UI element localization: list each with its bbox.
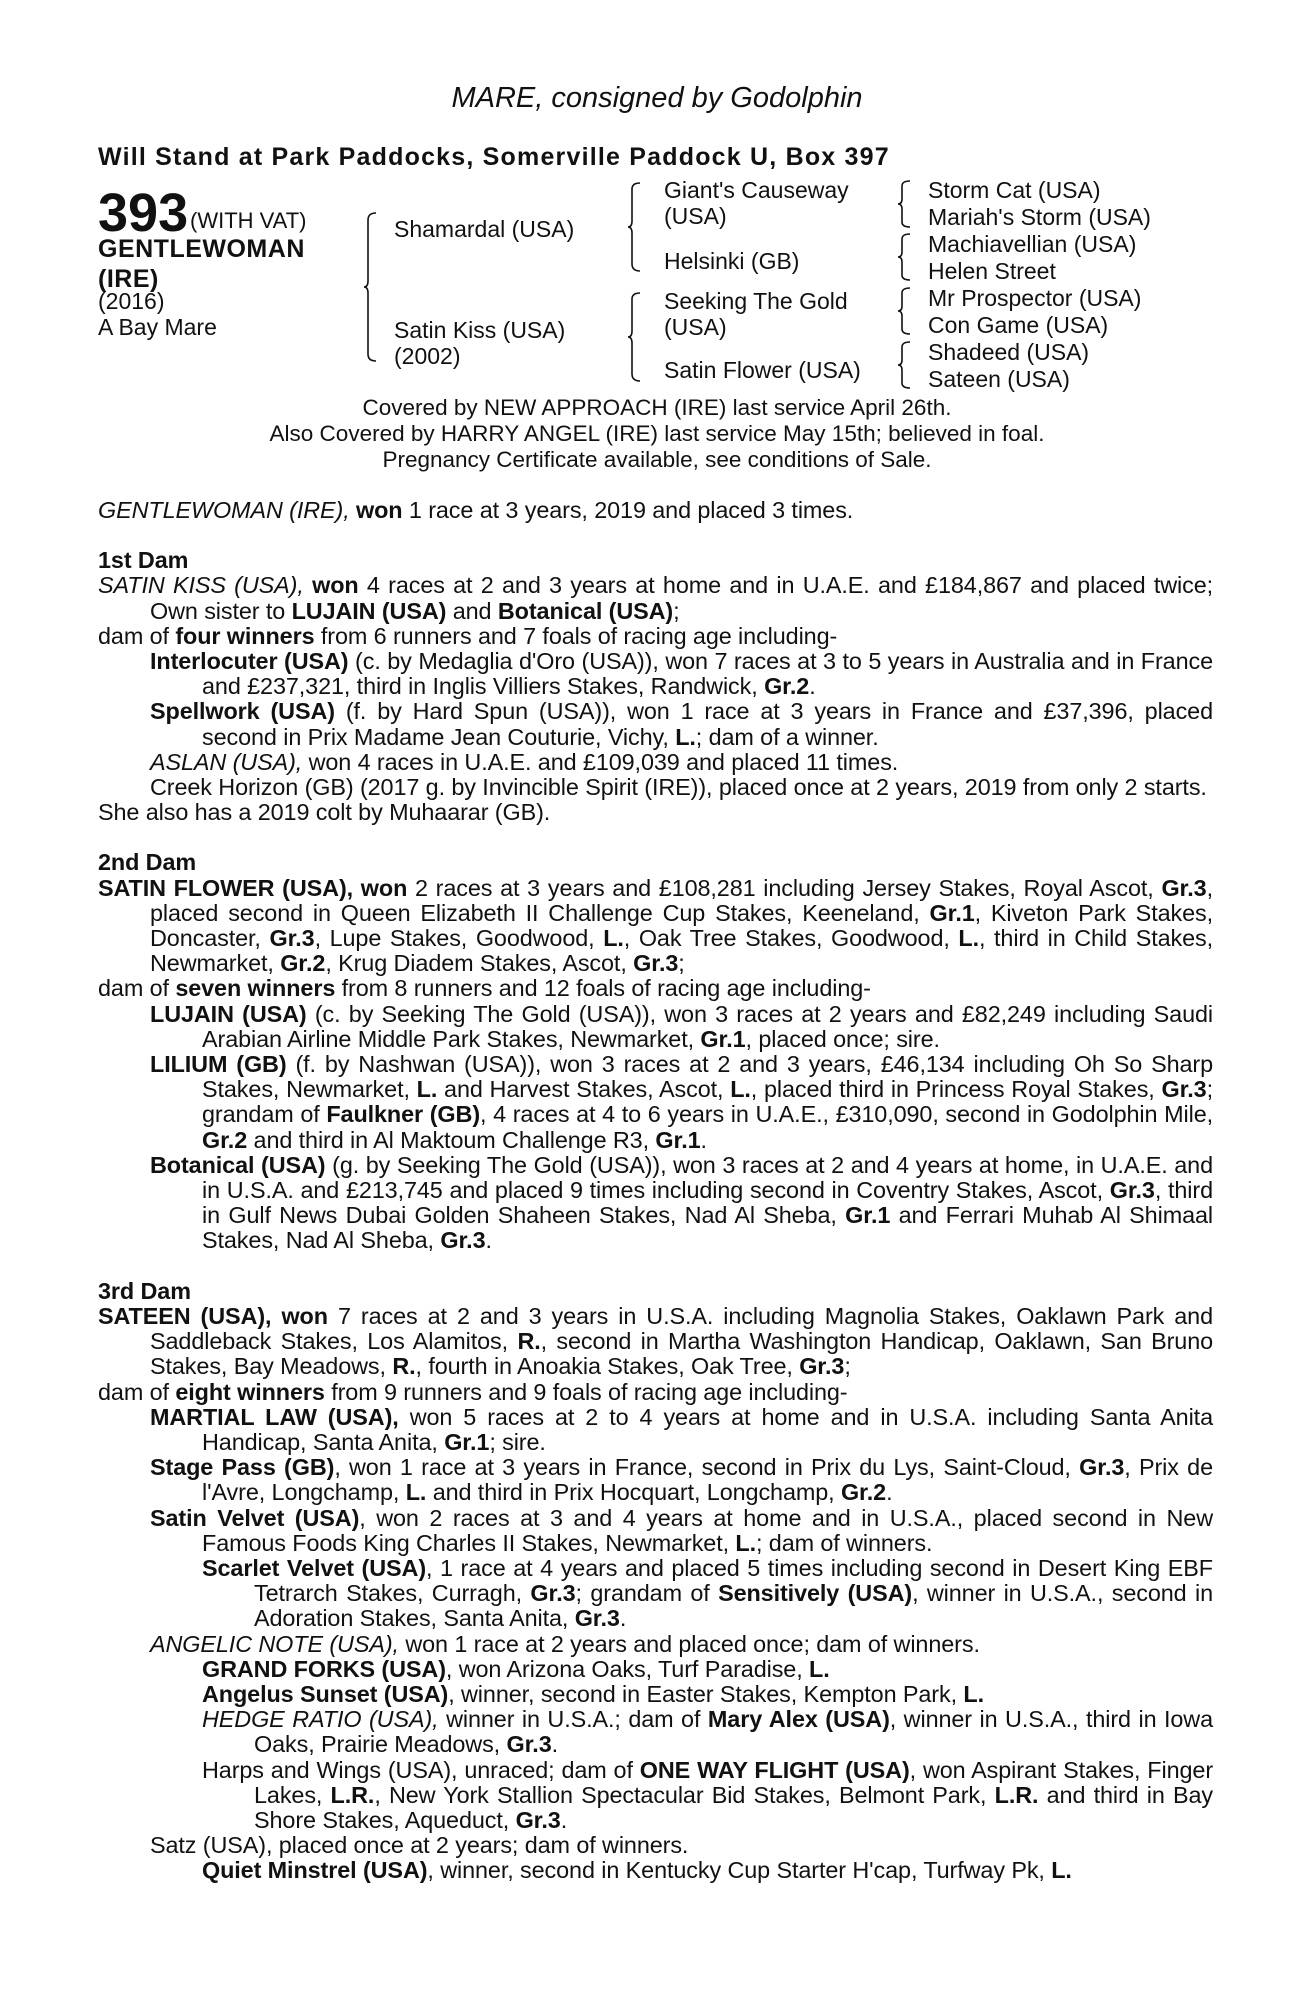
pedigree-bracket-ss (898, 180, 912, 228)
list-item: ASLAN (USA), won 4 races in U.A.E. and £109,039 and placed 11 times. (150, 748, 899, 775)
pedigree-g3-8: Sateen (USA) (928, 366, 1070, 392)
pedigree-bracket-dd (898, 341, 912, 389)
list-item: Angelus Sunset (USA), winner, second in Easter Stakes, Kempton Park, L. (202, 1680, 984, 1707)
pedigree-bracket-dam (628, 292, 642, 382)
vat-label: (WITH VAT) (190, 208, 307, 233)
list-item: Quiet Minstrel (USA), winner, second in Kentucky Cup Starter H'cap, Turfway Pk, L. (202, 1857, 1072, 1884)
list-item: HEDGE RATIO (USA), winner in U.S.A.; dam of Mary Alex (USA), winner in U.S.A., third in Iowa Oaks, Prairie Meadows, Gr.3. (202, 1706, 1214, 1758)
list-item: Harps and Wings (USA), unraced; dam of ONE WAY FLIGHT (USA), won Aspirant Stakes, Finger Lakes, L.R., New York Stallion Spectacular Bid Stakes, Belmont Park, L.R. and third in Bay Shore Stakes, Aqueduct, Gr.3. (202, 1756, 1214, 1833)
pedigree-bracket-sire (628, 182, 642, 272)
list-item: MARTIAL LAW (USA), won 5 races at 2 to 4 years at home and in U.S.A. including Santa Anita Handicap, Santa Anita, Gr.1; sire. (150, 1403, 1213, 1455)
pedigree-bracket-ds (898, 287, 912, 335)
first-dam-produce: dam of four winners from 6 runners and 7 foals of racing age including- (98, 622, 838, 649)
covered-line-1: Covered by NEW APPROACH (IRE) last service April 26th. (362, 395, 952, 420)
summary-line: GENTLEWOMAN (IRE), won 1 race at 3 years, 2019 and placed 3 times. (98, 497, 854, 523)
list-item: She also has a 2019 colt by Muhaarar (GB). (98, 799, 551, 826)
page-title: MARE, consigned by Godolphin (451, 82, 863, 114)
list-item: GRAND FORKS (USA), won Arizona Oaks, Turf Paradise, L. (202, 1655, 830, 1682)
third-dam-produce: dam of eight winners from 9 runners and 9 foals of racing age including- (98, 1378, 848, 1405)
list-item: Stage Pass (GB), won 1 race at 3 years in France, second in Prix du Lys, Saint-Cloud, Gr.3, Prix de l'Avre, Longchamp, L. and third in Prix Hocquart, Longchamp, Gr.2. (150, 1454, 1213, 1506)
horse-name-line2: (IRE) (98, 265, 159, 293)
second-dam-record: SATIN FLOWER (USA), won 2 races at 3 years and £108,281 including Jersey Stakes, Royal Ascot, Gr.3, placed second in Queen Elizabeth II Challenge Cup Stakes, Keeneland, Gr.1, Kiveton Park Stakes, Doncaster, Gr.3, Lupe Stakes, Goodwood, L., Oak Tree Stakes, Goodwood, L., third in Child Stakes, Newmarket, Gr.2, Krug Diadem Stakes, Ascot, Gr.3; (98, 874, 1214, 977)
pedigree-g3-1: Storm Cat (USA) (928, 177, 1101, 203)
third-dam-heading: 3rd Dam (98, 1277, 191, 1304)
second-dam-produce: dam of seven winners from 8 runners and 12 foals of racing age including- (98, 975, 871, 1002)
list-item: LUJAIN (USA) (c. by Seeking The Gold (USA)), won 3 races at 2 years and £82,249 including Saudi Arabian Airline Middle Park Stakes, Newmarket, Gr.1, placed once; sire. (150, 1000, 1214, 1052)
pedigree-dam-name: Satin Kiss (USA) (394, 317, 566, 343)
pedigree-g3-6: Con Game (USA) (928, 312, 1109, 338)
first-dam-record: SATIN KISS (USA), won 4 races at 2 and 3 years at home and in U.A.E. and £184,867 and placed twice; Own sister to LUJAIN (USA) and Botanical (USA); (98, 572, 1214, 624)
pedigree-dam-dam: Satin Flower (USA) (664, 357, 861, 383)
list-item: LILIUM (GB) (f. by Nashwan (USA)), won 3 races at 2 and 3 years, £46,134 including Oh So Sharp Stakes, Newmarket, L. and Harvest Stakes, Ascot, L., placed third in Princess Royal Stakes, Gr.3; grandam of Faulkner (GB), 4 races at 4 to 6 years in U.A.E., £310,090, second in Godolphin Mile, Gr.2 and third in Al Maktoum Challenge R3, Gr.1. (150, 1051, 1214, 1153)
pedigree-dam (394, 317, 565, 369)
first-dam-heading: 1st Dam (98, 547, 189, 574)
list-item: Interlocuter (USA) (c. by Medaglia d'Oro (USA)), won 7 races at 3 to 5 years in Australia and in France and £237,321, third in Inglis Villiers Stakes, Randwick, Gr.2. (150, 648, 1213, 700)
horse-name-line1: GENTLEWOMAN (98, 235, 305, 263)
third-dam-record: SATEEN (USA), won 7 races at 2 and 3 years in U.S.A. including Magnolia Stakes, Oaklawn Park and Saddleback Stakes, Los Alamitos, R., second in Martha Washington Handicap, Oaklawn, San Bruno Stakes, Bay Meadows, R., fourth in Anoakia Stakes, Oak Tree, Gr.3; (98, 1302, 1214, 1380)
covered-line-3: Pregnancy Certificate available, see conditions of Sale. (382, 447, 932, 472)
pedigree-g3-2: Mariah's Storm (USA) (928, 204, 1151, 230)
list-item: Scarlet Velvet (USA), 1 race at 4 years and placed 5 times including second in Desert King EBF Tetrarch Stakes, Curragh, Gr.3; grandam of Sensitively (USA), winner in U.S.A., second in Adoration Stakes, Santa Anita, Gr.3. (202, 1554, 1213, 1632)
pedigree-bracket-main (364, 212, 378, 362)
pedigree-sire-sire: Giant's Causeway (USA) (664, 177, 849, 229)
second-dam-heading: 2nd Dam (98, 849, 197, 876)
covered-line-2: Also Covered by HARRY ANGEL (IRE) last service May 15th; believed in foal. (269, 421, 1045, 446)
horse-name (98, 234, 305, 294)
list-item: Botanical (USA) (g. by Seeking The Gold (USA)), won 3 races at 2 and 4 years at home, in U.A.E. and in U.S.A. and £213,745 and placed 9 times including second in Coventry Stakes, Ascot, Gr.3, third in Gulf News Dubai Golden Shaheen Stakes, Nad Al Sheba, Gr.1 and Ferrari Muhab Al Shimaal Stakes, Nad Al Sheba, Gr.3. (150, 1151, 1213, 1254)
list-item: Creek Horizon (GB) (2017 g. by Invincible Spirit (IRE)), placed once at 2 years, 2019 from only 2 starts. (150, 774, 1207, 801)
list-item: Satin Velvet (USA), won 2 races at 3 and 4 years at home and in U.S.A., placed second in New Famous Foods King Charles II Stakes, Newmarket, L.; dam of winners. (150, 1504, 1213, 1556)
list-item: Satz (USA), placed once at 2 years; dam of winners. (150, 1832, 689, 1859)
pedigree-dam-sire: Seeking The Gold (USA) (664, 288, 848, 340)
pedigree-g3-5: Mr Prospector (USA) (928, 285, 1142, 311)
pedigree-g3-7: Shadeed (USA) (928, 339, 1090, 365)
race-record (98, 498, 1213, 1884)
lot-number: 393 (98, 183, 189, 243)
foaling-year: (2016) (98, 288, 165, 314)
pedigree-dam-year: (2002) (394, 343, 461, 369)
list-item: ANGELIC NOTE (USA), won 1 race at 2 years and placed once; dam of winners. (150, 1630, 980, 1657)
pedigree-g3-4: Helen Street (928, 258, 1056, 284)
stand-location: Will Stand at Park Paddocks, Somerville Paddock U, Box 397 (98, 143, 890, 171)
pedigree-sire-dam: Helsinki (GB) (664, 248, 800, 274)
list-item: Spellwork (USA) (f. by Hard Spun (USA)), won 1 race at 3 years in France and £37,396, placed second in Prix Madame Jean Couturie, Vichy, L.; dam of a winner. (150, 698, 1213, 750)
pedigree-sire: Shamardal (USA) (394, 216, 575, 242)
horse-description: A Bay Mare (98, 314, 217, 340)
pedigree-bracket-sd (898, 233, 912, 281)
pedigree-g3-3: Machiavellian (USA) (928, 231, 1137, 257)
